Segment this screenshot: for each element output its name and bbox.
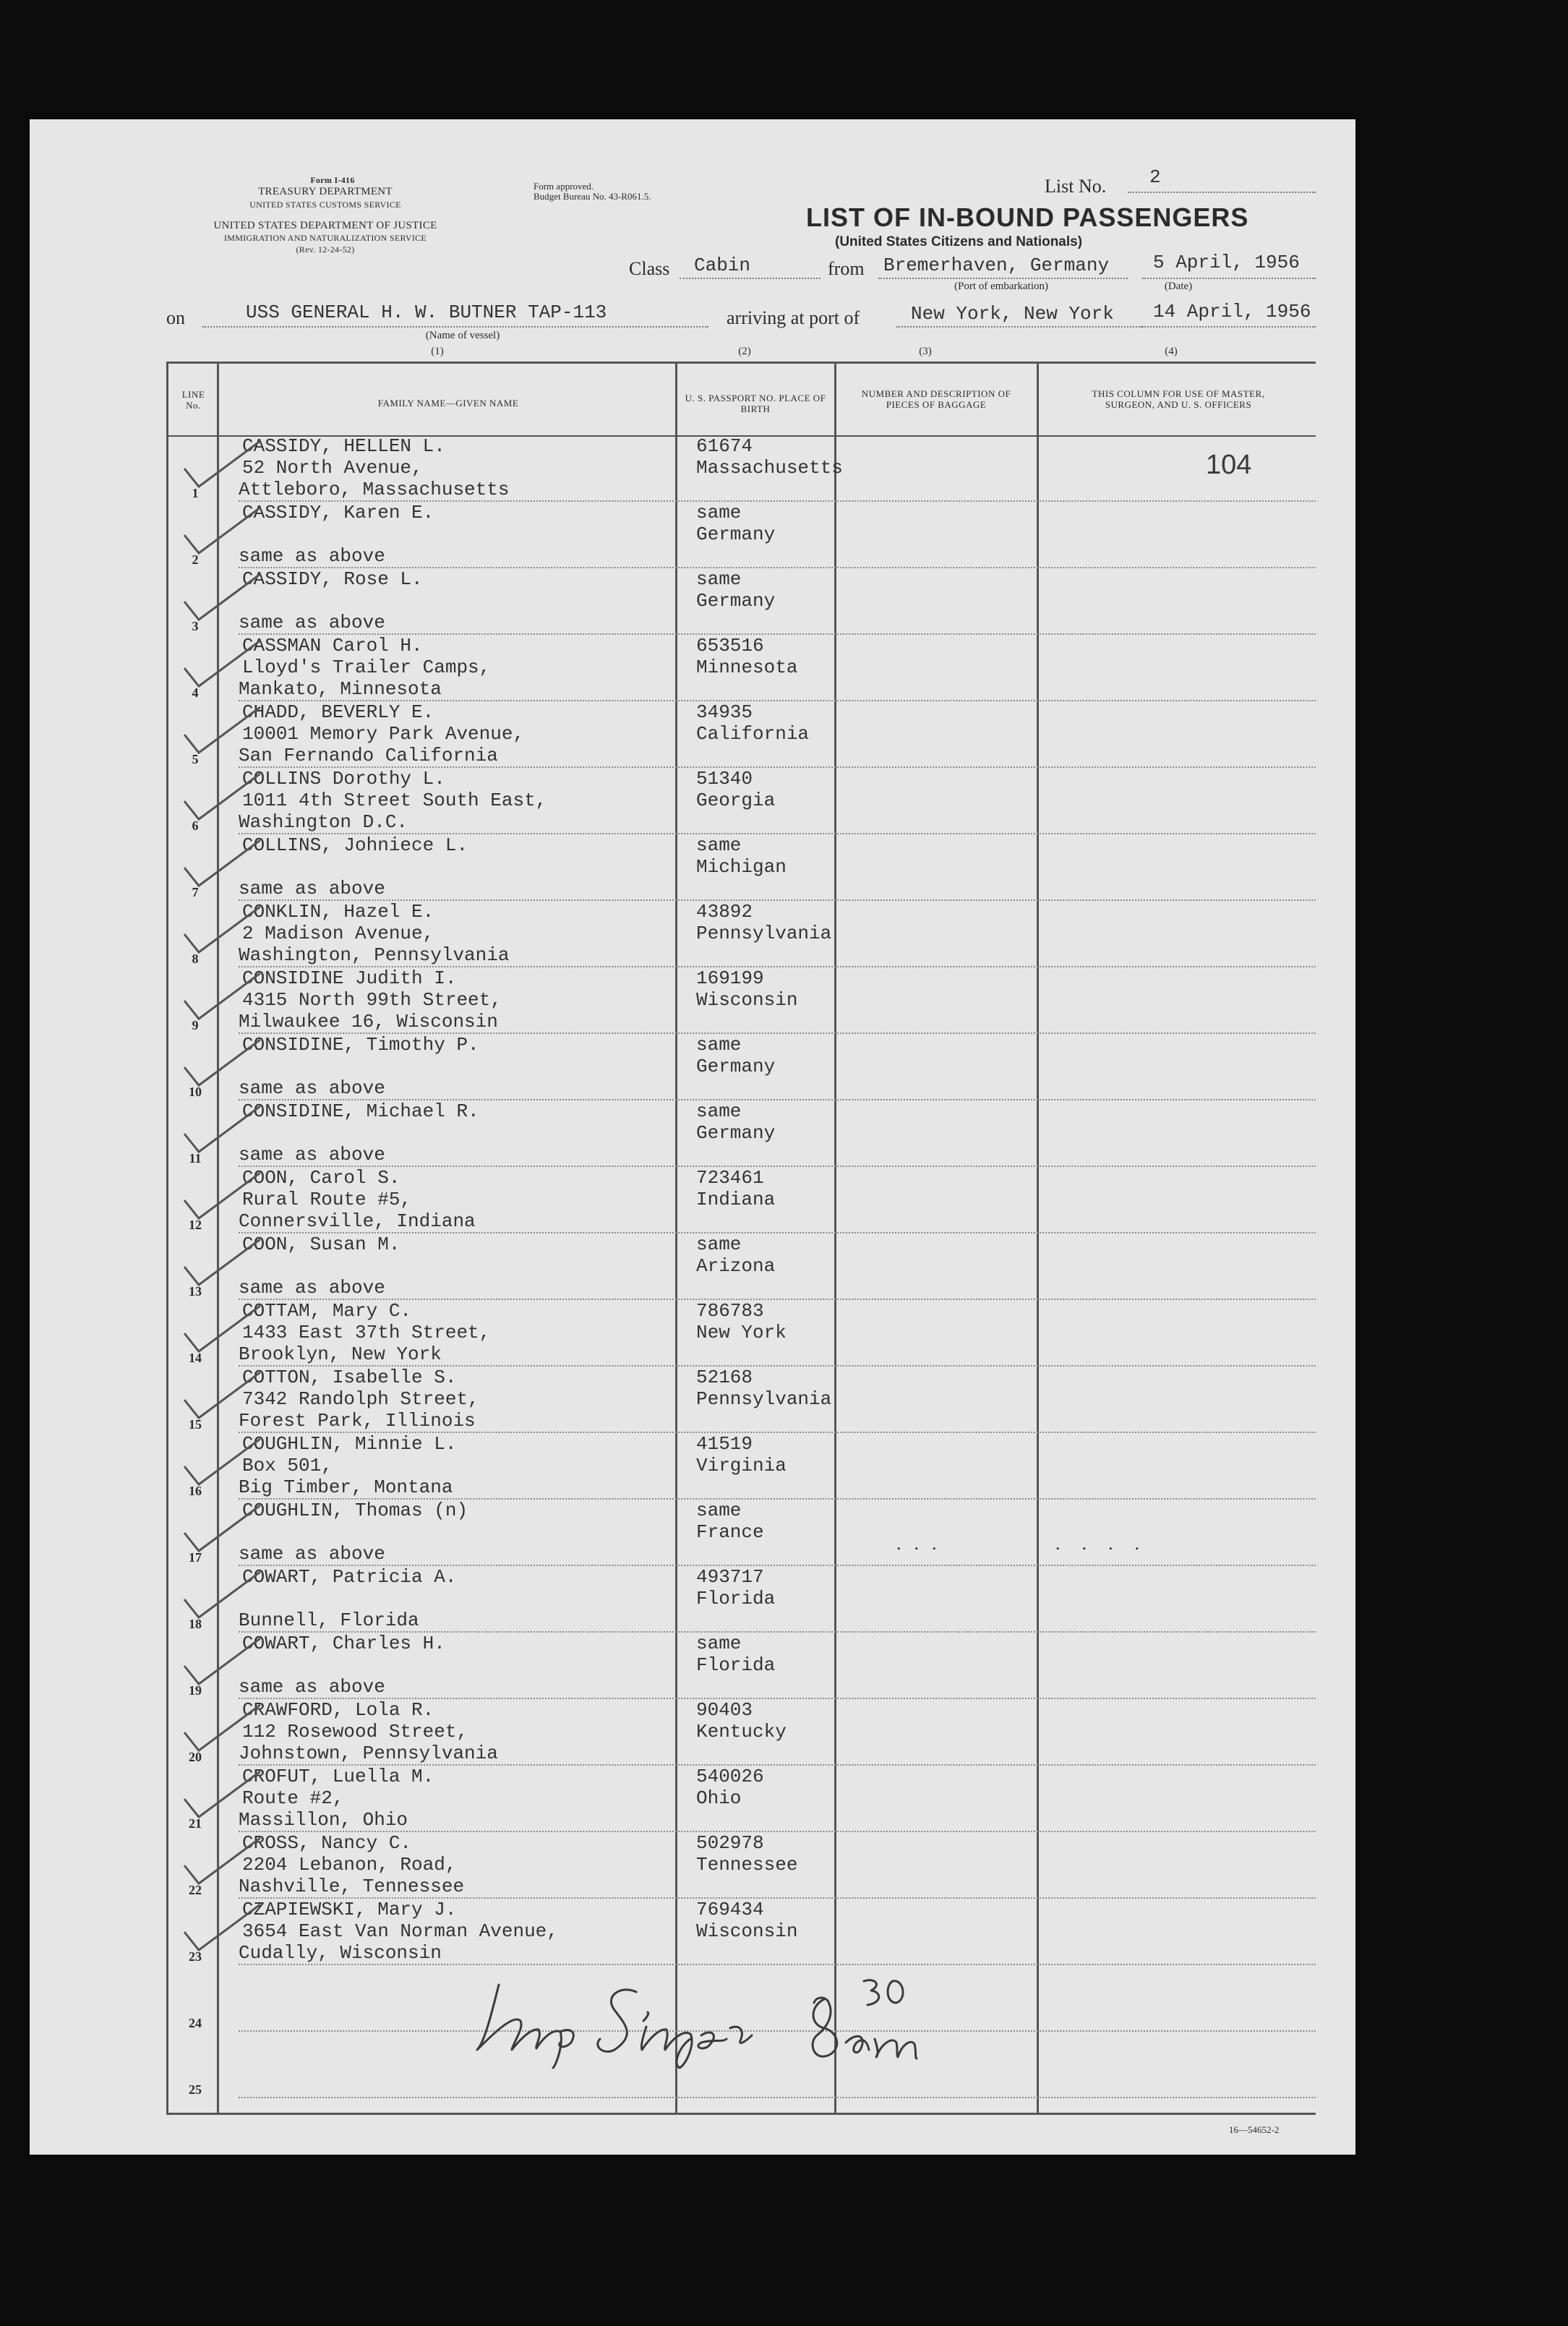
check-mark-icon xyxy=(181,1105,267,1155)
passenger-address: Route #2, xyxy=(242,1787,344,1809)
line-number: 16 xyxy=(189,1484,202,1498)
officer-dots: .... xyxy=(1055,1533,1161,1554)
immigration-service: IMMIGRATION AND NATURALIZATION SERVICE xyxy=(223,233,427,243)
check-mark-icon xyxy=(181,1304,267,1355)
passport-number: 540026 xyxy=(696,1766,764,1787)
line-number: 8 xyxy=(192,952,199,966)
line-number: 5 xyxy=(192,752,199,766)
place-of-birth: Indiana xyxy=(696,1189,776,1210)
line-number: 14 xyxy=(189,1351,202,1365)
place-of-birth: Michigan xyxy=(696,856,787,878)
place-of-birth: Pennsylvania xyxy=(696,923,832,944)
passenger-address: 10001 Memory Park Avenue, xyxy=(242,723,525,745)
passenger-address: 1433 East 37th Street, xyxy=(242,1322,491,1343)
list-no-label: List No. xyxy=(1045,176,1107,197)
date-caption: (Date) xyxy=(1164,281,1193,292)
line-number: 22 xyxy=(189,1883,202,1897)
from-label: from xyxy=(828,258,865,279)
caption-4: (4) xyxy=(1165,346,1178,357)
line-number: 7 xyxy=(192,885,199,899)
passenger-city: same as above xyxy=(239,1144,385,1166)
class-value: Cabin xyxy=(694,255,751,276)
caption-1: (1) xyxy=(431,346,444,357)
passenger-name: CONSIDINE Judith I. xyxy=(242,967,457,989)
place-of-birth: Germany xyxy=(696,523,776,545)
place-of-birth: New York xyxy=(696,1322,787,1343)
check-mark-icon xyxy=(181,706,267,756)
passport-number: 769434 xyxy=(696,1899,764,1920)
class-label: Class xyxy=(629,258,670,279)
passport-number: 502978 xyxy=(696,1832,764,1854)
department-of-justice: UNITED STATES DEPARTMENT OF JUSTICE xyxy=(213,220,437,231)
passport-number: 786783 xyxy=(696,1300,764,1322)
form-revision: (Rev. 12-24-52) xyxy=(296,244,355,255)
passport-number: same xyxy=(696,1633,742,1654)
check-mark-icon xyxy=(181,905,267,956)
check-mark-icon xyxy=(181,1504,267,1555)
row-divider xyxy=(239,1232,1316,1233)
passport-number: same xyxy=(696,1500,742,1521)
passenger-city: Connersville, Indiana xyxy=(239,1210,476,1232)
passenger-city: Big Timber, Montana xyxy=(239,1476,453,1498)
check-mark-icon xyxy=(181,1570,267,1621)
caption-2: (2) xyxy=(738,346,751,357)
place-of-birth: Germany xyxy=(696,590,776,612)
passenger-name: COLLINS Dorothy L. xyxy=(242,768,445,790)
list-no-value: 2 xyxy=(1149,166,1161,188)
signature-scribble xyxy=(470,1970,947,2071)
check-mark-icon xyxy=(181,1371,267,1421)
passenger-name: COWART, Charles H. xyxy=(242,1633,445,1654)
passenger-name: COTTAM, Mary C. xyxy=(242,1300,412,1322)
check-mark-icon xyxy=(181,639,267,690)
place-of-birth: Pennsylvania xyxy=(696,1388,832,1410)
caption-3: (3) xyxy=(919,346,932,357)
passenger-name: CONSIDINE, Timothy P. xyxy=(242,1034,479,1056)
line-number: 15 xyxy=(189,1417,202,1432)
passenger-name: CASSIDY, HELLEN L. xyxy=(242,435,445,457)
passenger-address: Box 501, xyxy=(242,1455,333,1476)
passenger-name: CROFUT, Luella M. xyxy=(242,1766,434,1787)
passenger-name: CZAPIEWSKI, Mary J. xyxy=(242,1899,457,1920)
check-mark-icon xyxy=(181,1238,267,1288)
on-label: on xyxy=(166,307,185,328)
passenger-name: CHADD, BEVERLY E. xyxy=(242,701,434,723)
passport-number: same xyxy=(696,834,742,856)
line-number: 18 xyxy=(189,1617,202,1631)
passport-number: same xyxy=(696,1034,742,1056)
passenger-name: CASSIDY, Rose L. xyxy=(242,568,423,590)
departure-date: 5 April, 1956 xyxy=(1153,252,1300,273)
treasury-department: TREASURY DEPARTMENT xyxy=(258,186,393,197)
date-line xyxy=(1142,278,1316,279)
place-of-birth: Minnesota xyxy=(696,657,798,678)
inspector-signature xyxy=(470,1970,947,2075)
passenger-city: San Fernando California xyxy=(239,745,498,766)
passenger-name: COWART, Patricia A. xyxy=(242,1566,457,1588)
port-caption: (Port of embarkation) xyxy=(954,281,1048,292)
place-of-birth: Georgia xyxy=(696,790,776,811)
passenger-address: 1011 4th Street South East, xyxy=(242,790,547,811)
line-number: 13 xyxy=(189,1284,202,1299)
passenger-name: COON, Susan M. xyxy=(242,1233,400,1255)
check-mark-icon xyxy=(181,1038,267,1089)
passenger-city: same as above xyxy=(239,612,385,633)
passenger-city: Brooklyn, New York xyxy=(239,1343,442,1365)
line-number: 12 xyxy=(189,1218,202,1232)
passenger-city: same as above xyxy=(239,1077,385,1099)
passenger-name: COTTON, Isabelle S. xyxy=(242,1367,457,1388)
check-mark-icon xyxy=(181,1903,267,1954)
place-of-birth: Wisconsin xyxy=(696,989,798,1011)
col-divider-name xyxy=(675,362,677,2115)
line-number: 6 xyxy=(192,818,199,833)
arriving-label: arriving at port of xyxy=(727,307,860,328)
passenger-city: Massillon, Ohio xyxy=(239,1809,408,1831)
check-mark-icon xyxy=(181,1171,267,1222)
col-header-baggage: NUMBER AND DESCRIPTION OF PIECES OF BAGGAGE xyxy=(861,388,1011,410)
passenger-name: CRAWFORD, Lola R. xyxy=(242,1699,434,1721)
line-number: 25 xyxy=(189,2082,202,2097)
passport-number: same xyxy=(696,568,742,590)
place-of-birth: Germany xyxy=(696,1122,776,1144)
place-of-birth: France xyxy=(696,1521,764,1543)
line-number: 3 xyxy=(192,619,199,633)
check-mark-icon xyxy=(181,1637,267,1688)
col-divider-passport xyxy=(834,362,836,2115)
passport-number: 51340 xyxy=(696,768,753,790)
check-mark-icon xyxy=(181,506,267,557)
line-number: 10 xyxy=(189,1085,202,1099)
class-line xyxy=(680,278,821,279)
passenger-address: 112 Rosewood Street, xyxy=(242,1721,468,1743)
check-mark-icon xyxy=(181,1703,267,1754)
col-divider-baggage xyxy=(1037,362,1039,2115)
line-number: 19 xyxy=(189,1683,202,1698)
place-of-birth: Massachusetts xyxy=(696,457,843,479)
check-mark-icon xyxy=(181,772,267,823)
passport-number: same xyxy=(696,1233,742,1255)
check-mark-icon xyxy=(181,1437,267,1488)
passenger-name: COUGHLIN, Minnie L. xyxy=(242,1433,457,1455)
vessel-caption: (Name of vessel) xyxy=(425,330,500,341)
check-mark-icon xyxy=(181,440,267,490)
line-number: 2 xyxy=(192,552,199,567)
check-mark-icon xyxy=(181,1837,267,1887)
col-header-line-no: LINE No. xyxy=(181,389,205,411)
form-id: Form I-416 xyxy=(310,175,355,185)
line-number: 4 xyxy=(192,685,199,700)
passenger-city: same as above xyxy=(239,1676,385,1698)
passenger-city: same as above xyxy=(239,1277,385,1299)
passport-number: 493717 xyxy=(696,1566,764,1588)
passenger-address: 3654 East Van Norman Avenue, xyxy=(242,1920,558,1942)
passenger-city: Forest Park, Illinois xyxy=(239,1410,476,1432)
place-of-birth: Virginia xyxy=(696,1455,787,1476)
col-header-passport: U. S. PASSPORT NO. PLACE OF BIRTH xyxy=(685,393,826,414)
arrival-port: New York, New York xyxy=(911,303,1114,325)
port-of-embarkation: Bremerhaven, Germany xyxy=(883,255,1110,276)
page-title: LIST OF IN-BOUND PASSENGERS xyxy=(806,202,1249,232)
passport-number: 723461 xyxy=(696,1167,764,1189)
passenger-city: Mankato, Minnesota xyxy=(239,678,442,700)
passport-number: 61674 xyxy=(696,435,753,457)
passenger-name: CASSIDY, Karen E. xyxy=(242,502,434,523)
passport-number: 169199 xyxy=(696,967,764,989)
table-top-rule xyxy=(166,362,1316,364)
passenger-address: 4315 North 99th Street, xyxy=(242,989,502,1011)
passenger-city: Bunnell, Florida xyxy=(239,1609,419,1631)
list-no-line xyxy=(1128,192,1316,193)
check-mark-icon xyxy=(181,972,267,1022)
line-number: 17 xyxy=(189,1550,202,1565)
check-mark-icon xyxy=(181,573,267,623)
passport-number: 52168 xyxy=(696,1367,753,1388)
passport-number: 90403 xyxy=(696,1699,753,1721)
row-divider xyxy=(239,2097,1316,2098)
place-of-birth: California xyxy=(696,723,810,745)
col-divider-left xyxy=(166,362,168,2115)
passenger-address: 7342 Randolph Street, xyxy=(242,1388,479,1410)
baggage-dots: ... xyxy=(896,1533,950,1554)
customs-service: UNITED STATES CUSTOMS SERVICE xyxy=(249,200,401,210)
passenger-address: 2204 Lebanon, Road, xyxy=(242,1854,457,1876)
vessel-line xyxy=(202,326,708,328)
passenger-address: Lloyd's Trailer Camps, xyxy=(242,657,491,678)
officer-note: 104 xyxy=(1206,450,1252,480)
passenger-city: Attleboro, Massachusetts xyxy=(239,479,510,500)
passenger-city: Cudally, Wisconsin xyxy=(239,1942,442,1964)
passenger-name: CASSMAN Carol H. xyxy=(242,635,423,657)
place-of-birth: Ohio xyxy=(696,1787,742,1809)
row-divider xyxy=(239,1964,1316,1965)
passenger-city: Johnstown, Pennsylvania xyxy=(239,1743,498,1764)
row-divider xyxy=(239,1166,1316,1167)
passport-number: 653516 xyxy=(696,635,764,657)
arrival-date-line xyxy=(1142,326,1316,328)
passport-number: 34935 xyxy=(696,701,753,723)
passenger-city: same as above xyxy=(239,878,385,899)
place-of-birth: Wisconsin xyxy=(696,1920,798,1942)
passenger-name: CONKLIN, Hazel E. xyxy=(242,901,434,923)
line-number: 24 xyxy=(189,2016,202,2030)
col-header-officers: THIS COLUMN FOR USE OF MASTER, SURGEON, AND U. S. OFFICERS xyxy=(1092,388,1265,410)
passenger-city: Nashville, Tennessee xyxy=(239,1876,465,1897)
passport-number: 43892 xyxy=(696,901,753,923)
form-approved: Form approved. xyxy=(534,181,594,192)
footer-code: 16—54652-2 xyxy=(1229,2124,1280,2135)
place-of-birth: Florida xyxy=(696,1588,776,1609)
arrival-date: 14 April, 1956 xyxy=(1153,301,1311,322)
passenger-name: COUGHLIN, Thomas (n) xyxy=(242,1500,468,1521)
place-of-birth: Arizona xyxy=(696,1255,776,1277)
passenger-city: same as above xyxy=(239,545,385,567)
check-mark-icon xyxy=(181,1770,267,1821)
passport-number: 41519 xyxy=(696,1433,753,1455)
place-of-birth: Tennessee xyxy=(696,1854,798,1876)
passenger-name: CONSIDINE, Michael R. xyxy=(242,1100,479,1122)
passenger-name: COLLINS, Johniece L. xyxy=(242,834,468,856)
budget-bureau: Budget Bureau No. 43-R061.5. xyxy=(534,191,651,202)
passenger-city: Washington, Pennsylvania xyxy=(239,944,510,966)
passenger-address: Rural Route #5, xyxy=(242,1189,412,1210)
line-number: 21 xyxy=(189,1816,202,1831)
line-number: 11 xyxy=(189,1151,202,1166)
port-line xyxy=(878,278,1128,279)
passenger-name: COON, Carol S. xyxy=(242,1167,400,1189)
arrival-port-line xyxy=(896,326,1142,328)
col-header-name: FAMILY NAME—GIVEN NAME xyxy=(377,398,519,409)
page-subtitle: (United States Citizens and Nationals) xyxy=(835,234,1083,249)
place-of-birth: Germany xyxy=(696,1056,776,1077)
passport-number: same xyxy=(696,502,742,523)
check-mark-icon xyxy=(181,839,267,889)
line-number: 1 xyxy=(192,486,199,500)
vessel-name: USS GENERAL H. W. BUTNER TAP-113 xyxy=(246,302,607,323)
line-number: 20 xyxy=(189,1750,202,1764)
passenger-name: CROSS, Nancy C. xyxy=(242,1832,412,1854)
passport-number: same xyxy=(696,1100,742,1122)
place-of-birth: Kentucky xyxy=(696,1721,787,1743)
passenger-city: Milwaukee 16, Wisconsin xyxy=(239,1011,498,1032)
line-number: 23 xyxy=(189,1949,202,1964)
passenger-city: same as above xyxy=(239,1543,385,1565)
passenger-address: 2 Madison Avenue, xyxy=(242,923,434,944)
line-number: 9 xyxy=(192,1018,199,1032)
passenger-city: Washington D.C. xyxy=(239,811,408,833)
table-bottom-rule xyxy=(166,2113,1316,2115)
passenger-address: 52 North Avenue, xyxy=(242,457,423,479)
place-of-birth: Florida xyxy=(696,1654,776,1676)
